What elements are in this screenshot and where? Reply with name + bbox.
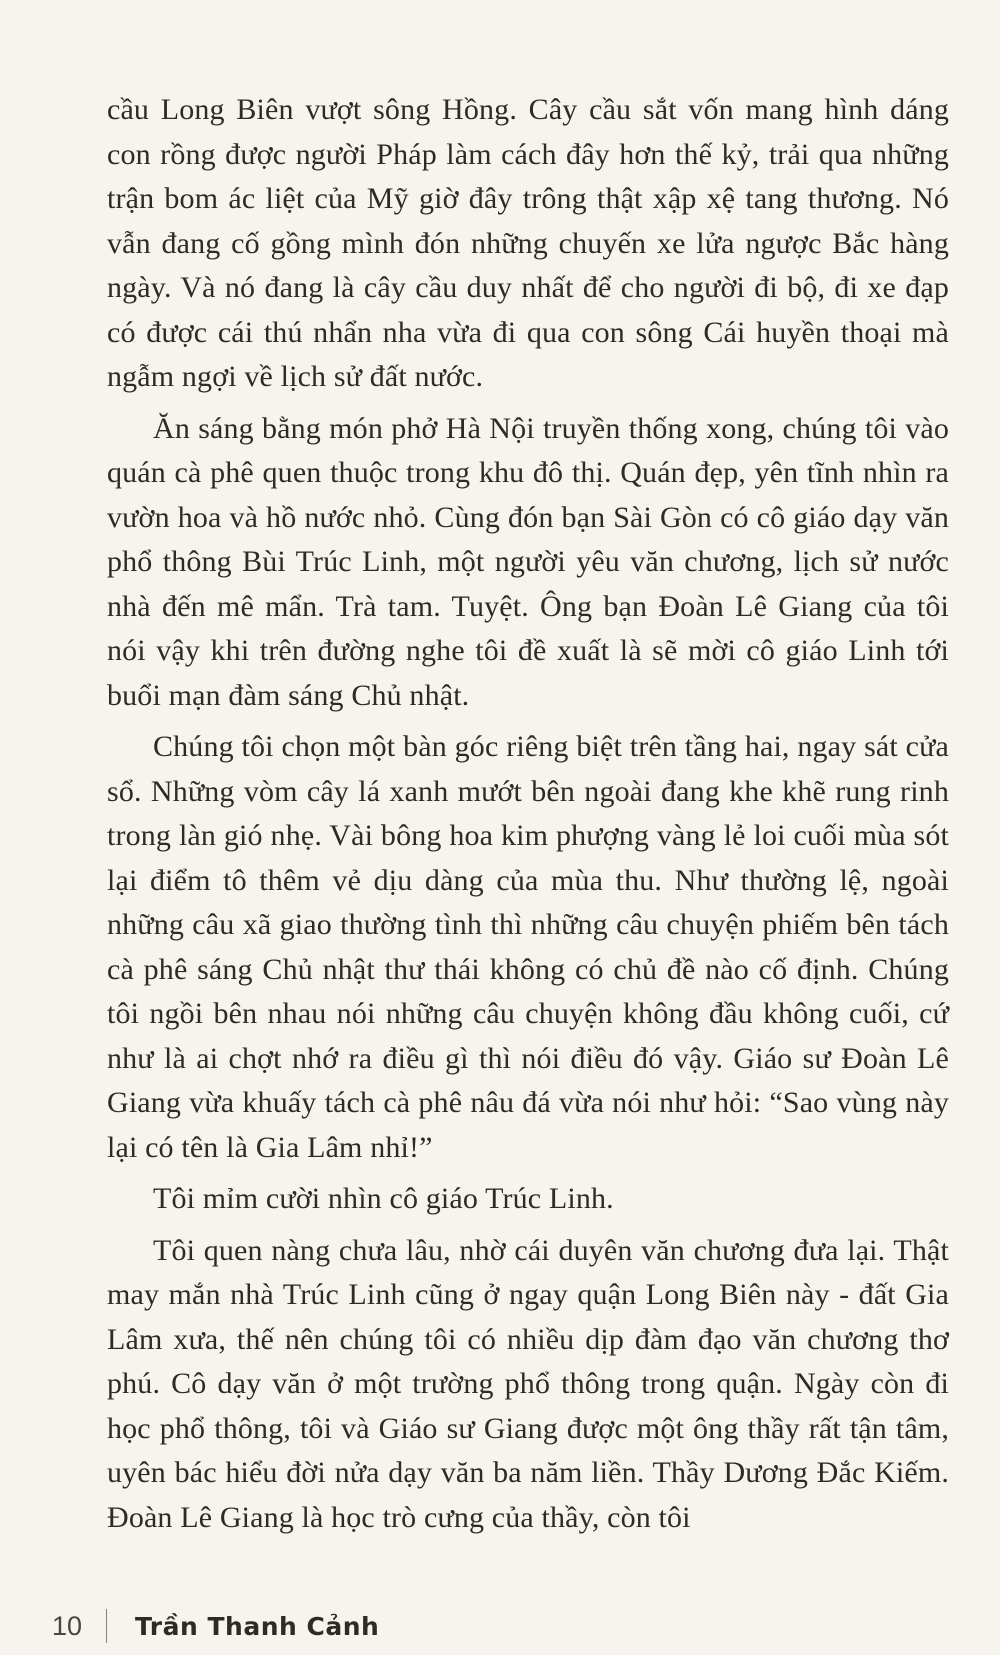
footer-divider bbox=[106, 1609, 107, 1643]
author-name: Trần Thanh Cảnh bbox=[135, 1611, 380, 1641]
paragraph-5: Tôi quen nàng chưa lâu, nhờ cái duyên văn chương đưa lại. Thật may mắn nhà Trúc Linh cũng ở ngay quận Long Biên này - đất Gia Lâm xưa, thế nên chúng tôi có nhiều dịp đàm đạo văn chương thơ phú. Cô dạy văn ở một trường phổ thông trong quận. Ngày còn đi học phổ thông, tôi và Giáo sư Giang được một ông thầy rất tận tâm, uyên bác hiểu đời nửa dạy văn ba năm liền. Thầy Dương Đắc Kiếm. Đoàn Lê Giang là học trò cưng của thầy, còn tôi bbox=[107, 1233, 949, 1534]
page-number: 10 bbox=[52, 1610, 83, 1641]
paragraph-3: Chúng tôi chọn một bàn góc riêng biệt trên tầng hai, ngay sát cửa sổ. Những vòm cây lá xanh mướt bên ngoài đang khe khẽ rung rinh trong làn gió nhẹ. Vài bông hoa kim phượng vàng lẻ loi cuối mùa sót lại điểm tô thêm vẻ dịu dàng của mùa thu. Như thường lệ, ngoài những câu xã giao thường tình thì những câu chuyện phiếm bên tách cà phê sáng Chủ nhật thư thái không có chủ đề nào cố định. Chúng tôi ngồi bên nhau nói những câu chuyện không đầu không cuối, cứ như là ai chợt nhớ ra điều gì thì nói điều đó vậy. Giáo sư Đoàn Lê Giang vừa khuấy tách cà phê nâu đá vừa nói như hỏi: “Sao vùng này lại có tên là Gia Lâm nhỉ!” bbox=[107, 730, 949, 1164]
paragraph-1: cầu Long Biên vượt sông Hồng. Cây cầu sắt vốn mang hình dáng con rồng được người Pháp làm cách đây hơn thế kỷ, trải qua những trận bom ác liệt của Mỹ giờ đây trông thật xập xệ tang thương. Nó vẫn đang cố gồng mình đón những chuyến xe lửa ngược Bắc hàng ngày. Và nó đang là cây cầu duy nhất để cho người đi bộ, đi xe đạp có được cái thú nhẩn nha vừa đi qua con sông Cái huyền thoại mà ngẫm ngợi về lịch sử đất nước. bbox=[107, 93, 949, 393]
paragraph-4: Tôi mỉm cười nhìn cô giáo Trúc Linh. bbox=[153, 1182, 614, 1215]
body-text bbox=[107, 88, 949, 1547]
page-footer bbox=[52, 1606, 952, 1646]
paragraph-2: Ăn sáng bằng món phở Hà Nội truyền thống xong, chúng tôi vào quán cà phê quen thuộc trong khu đô thị. Quán đẹp, yên tĩnh nhìn ra vườn hoa và hồ nước nhỏ. Cùng đón bạn Sài Gòn có cô giáo dạy văn phổ thông Bùi Trúc Linh, một người yêu văn chương, lịch sử nước nhà đến mê mẩn. Trà tam. Tuyệt. Ông bạn Đoàn Lê Giang của tôi nói vậy khi trên đường nghe tôi đề xuất là sẽ mời cô giáo Linh tới buổi mạn đàm sáng Chủ nhật. bbox=[107, 411, 949, 712]
